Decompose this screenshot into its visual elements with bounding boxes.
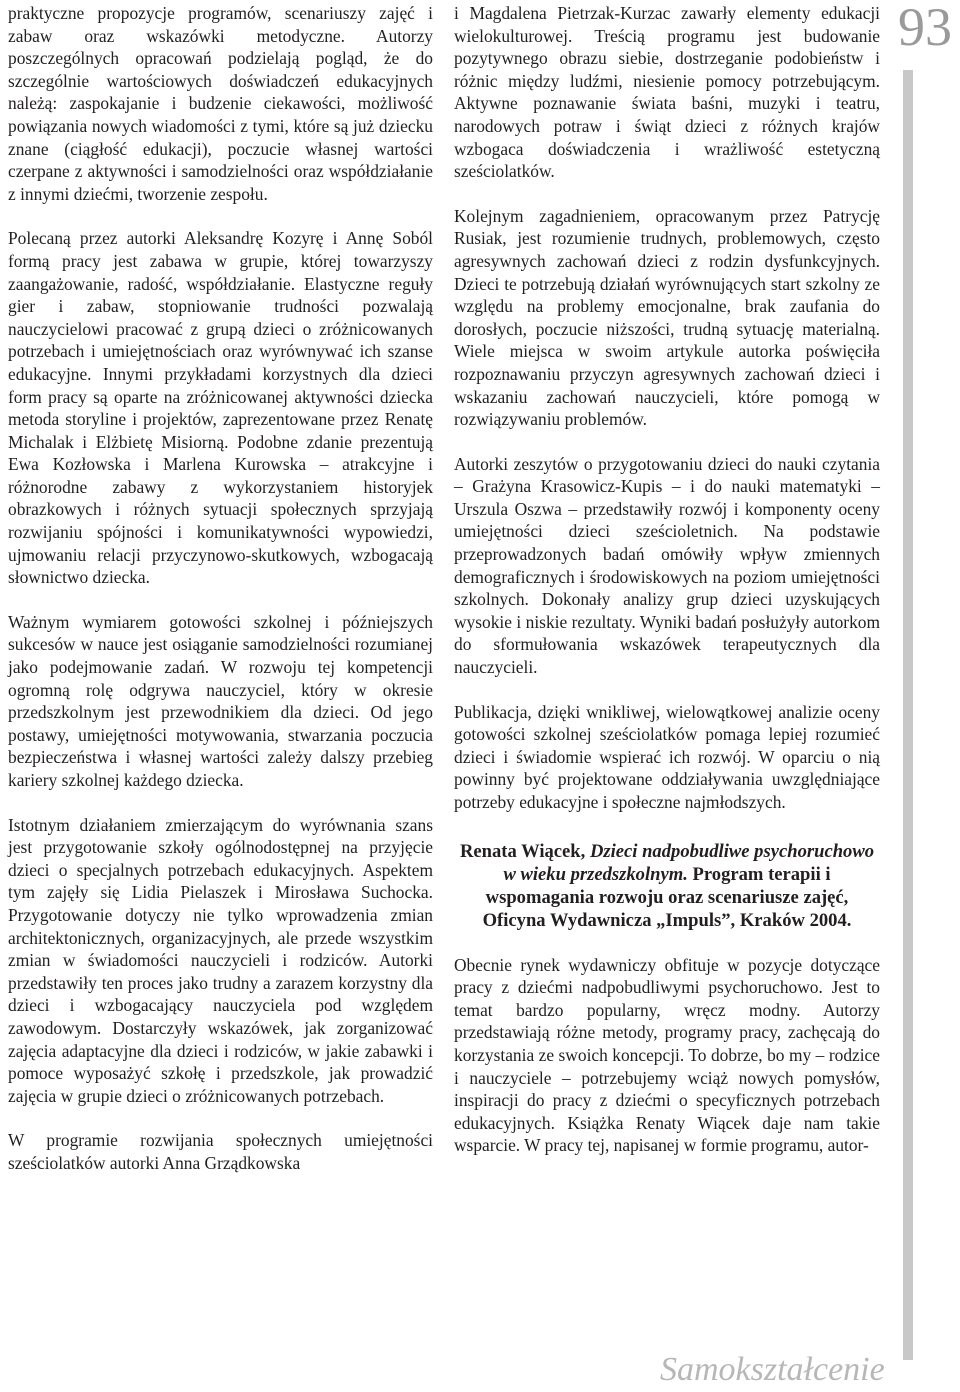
paragraph: i Magdalena Pietrzak-Kurzac zawarły elementy edukacji wielokulturowej. Treścią programu jest budowanie pozytywnego obrazu siebie, dostrzeganie podobieństw i różnic między ludźmi, niesienie pomocy potrzebującym. Aktywne poznawanie świata baśni, muzyki i teatru, narodowych potraw i świąt dzieci z różnych krajów wzbogaca doświadczenia i wrażliwość estetyczną sześciolatków. xyxy=(454,3,880,182)
margin-rule xyxy=(903,70,913,1360)
paragraph: W programie rozwijania społecznych umiejętności sześciolatków autorki Anna Grządkowska xyxy=(8,1130,433,1173)
right-column xyxy=(454,2,880,1157)
page-number: 93 xyxy=(898,0,952,57)
section-title: Samokształcenie xyxy=(660,1351,885,1388)
review-book-title: Dzieci nadpobudliwe psychoruchowo w wieku przedszkolnym. xyxy=(503,840,875,885)
review-author: Renata Wiącek, xyxy=(459,840,590,862)
review-heading xyxy=(454,840,880,932)
left-column xyxy=(8,2,433,1175)
paragraph: Istotnym działaniem zmierzającym do wyrównania szans jest przygotowanie szkoły ogólnodostępnej na przyjęcie dzieci o specjalnych potrzebach edukacyjnych. Aspektem tym zajęły się Lidia Pielaszek i Mirosława Suchocka. Przygotowanie dotyczy nie tylko wprowadzenia zmian architektonicznych, organizacyjnych, ale przede wszystkim zmian w świadomości nauczycieli i rodziców. Autorki przedstawiły ten proces jako trudny a zarazem korzystny dla dzieci i wzbogacający nauczyciela pod względem zawodowym. Dostarczyły wskazówek, jak zorganizować zajęcia adaptacyjne dla dzieci i rodziców, w jakie zabawki i pomoce wyposażyć szkołę i przedszkole, jak prowadzić zajęcia w grupie dzieci o zróżnicowanych potrzebach. xyxy=(8,814,433,1106)
paragraph: Kolejnym zagadnieniem, opracowanym przez Patrycję Rusiak, jest rozumienie trudnych, problemowych, często agresywnych zachowań dzieci z rodzin dysfunkcyjnych. Dzieci te potrzebują działań wyrównujących start szkolny ze względu na problemy emocjonalne, brak zaufania do dorosłych, poczucie niższości, trudną sytuację materialną. Wiele miejsca w swoim artykule autorka poświęciła rozpoznawaniu przyczyn agresywnych zachowań dzieci i wskazaniu zachowań nauczycieli, które pomogą w rozwiązywaniu problemów. xyxy=(454,205,880,430)
paragraph: praktyczne propozycje programów, scenariuszy zajęć i zabaw oraz wskazówki metodyczne. Autorzy poszczególnych opracowań podzielają pogląd, że do szczególnie wartościowych doświadczeń edukacyjnych należą: zaspokajanie i budzenie ciekawości, możliwość powiązania nowych wiadomości z tymi, które są już dziecku znane (ciągłość edukacji), poczucie własnej wartości czerpane z aktywności i samodzielności oraz współdziałanie z innymi dziećmi, tworzenie zespołu. xyxy=(8,3,433,204)
paragraph: Ważnym wymiarem gotowości szkolnej i późniejszych sukcesów w nauce jest osiąganie samodzielności rozumianej jako podejmowanie zadań. W rozwoju tej kompetencji ogromną rolę odgrywa nauczyciel, który w okresie przedszkolnym jest przewodnikiem dla dzieci. Od jego postawy, umiejętności motywowania, stwarzania poczucia bezpieczeństwa i własnej wartości zależy dalszy przebieg kariery szkolnej każdego dziecka. xyxy=(8,611,433,790)
paragraph: Autorki zeszytów o przygotowaniu dzieci do nauki czytania – Grażyna Krasowicz-Kupis – i do nauki matematyki – Urszula Oszwa – przedstawiły rozwój i komponenty oceny umiejętności dzieci sześcioletnich. Na podstawie przeprowadzonych badań omówiły wpływ zmiennych demograficznych i środowiskowych na poziom umiejętności szkolnych. Dokonały analizy grup dzieci uzyskujących wysokie i niskie rezultaty. Wyniki badań posłużyły autorkom do sformułowania wskazówek terapeutycznych dla nauczycieli. xyxy=(454,453,880,678)
paragraph: Polecaną przez autorki Aleksandrę Kozyrę i Annę Soból formą pracy jest zabawa w grupie, której towarzyszy zaangażowanie, radość, współdziałanie. Elastyczne reguły gier i zabaw, stopniowanie trudności pozwalają nauczycielowi pracować z grupą dzieci o zróżnicowanych potrzebach i umiejętnościach oraz wyrównywać ich szanse edukacyjne. Innymi przykładami korzystnych dla dzieci form pracy są oparte na zróżnicowanej aktywności dziecka metoda storyline i projektów, zaprezentowane przez Renatę Michalak i Elżbietę Misiorną. Podobne zdanie prezentują Ewa Kozłowska i Marlena Kurowska – atrakcyjne i różnorodne zabawy z wykorzystaniem historyjek obrazkowych i różnych sytuacji społecznych sprzyjają rozwijaniu spójności i komunikatywności wypowiedzi, ujmowaniu relacji przyczynowo-skutkowych, wzbogacają słownictwo dziecka. xyxy=(8,228,433,588)
paragraph: Publikacja, dzięki wnikliwej, wielowątkowej analizie oceny gotowości szkolnej sześciolatków pomaga lepiej rozumieć dzieci i świadomie wspierać ich rozwój. W oparciu o nią powinny być projektowane oddziaływania uwzględniające potrzeby edukacyjne i społeczne najmłodszych. xyxy=(454,701,880,812)
paragraph: Obecnie rynek wydawniczy obfituje w pozycje dotyczące pracy z dziećmi nadpobudliwymi psychoruchowo. Jest to temat bardzo popularny, wręcz modny. Autorzy przedstawiają różne metody, programy pracy, zachęcają do korzystania ze swoich koncepcji. To dobrze, bo my – rodzice i nauczyciele – potrzebujemy wciąż nowych pomysłów, inspiracji do pracy z dziećmi o specyficznych potrzebach edukacyjnych. Książka Renaty Wiącek daje nam takie wsparcie. W pracy tej, napisanej w formie programu, autor- xyxy=(454,954,880,1156)
review-details: Program terapii i wspomagania rozwoju oraz scenariusze zajęć, Oficyna Wydawnicza „Impuls”, Kraków 2004. xyxy=(482,863,852,931)
